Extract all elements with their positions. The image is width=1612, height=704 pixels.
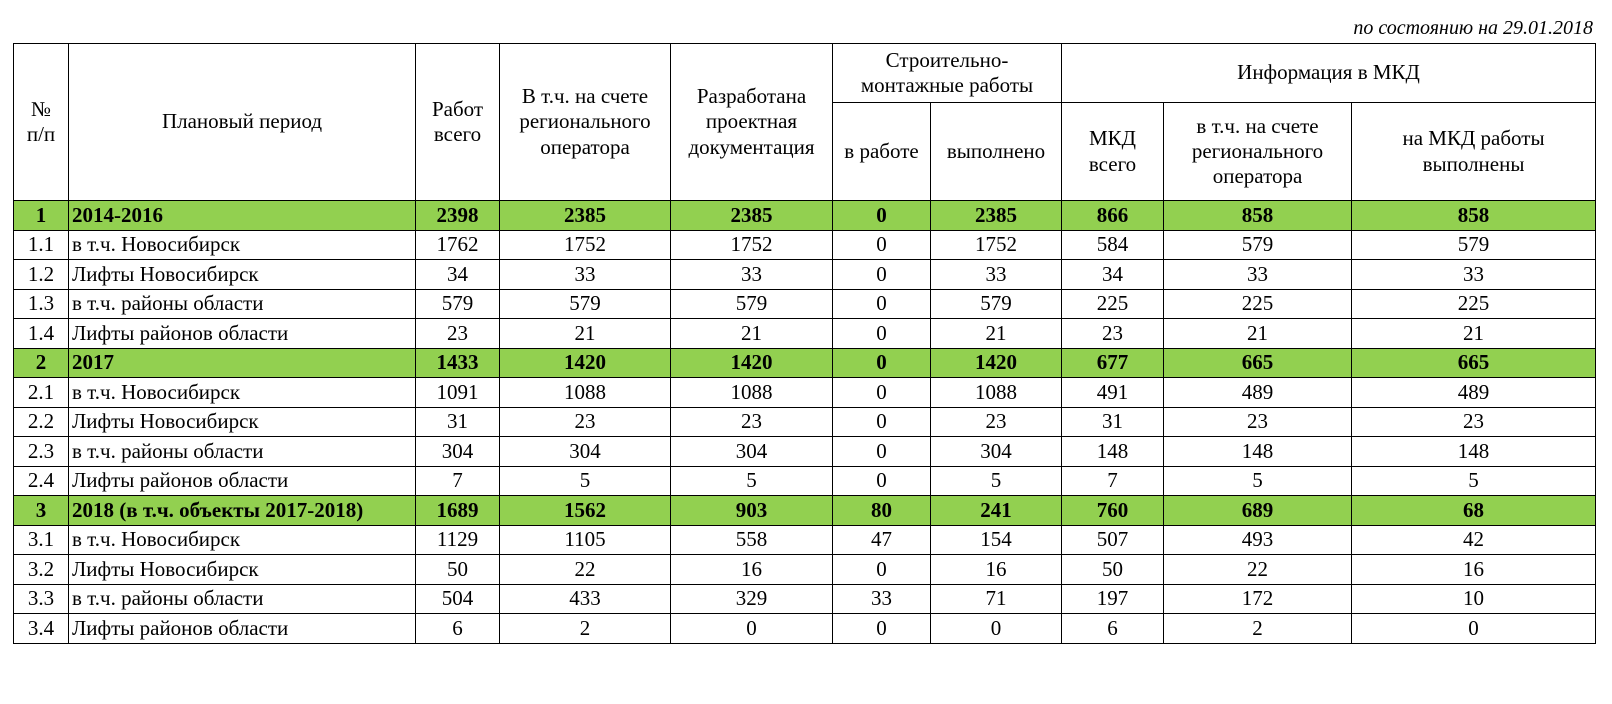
row-period-cell: Лифты Новосибирск [69,260,416,290]
row-period-cell: в т.ч. районы области [69,437,416,467]
row-done-cell: 579 [931,289,1062,319]
row-mkd-total-cell: 491 [1062,378,1164,408]
row-in-work-cell: 0 [833,407,931,437]
table-row [14,407,1596,437]
row-in-work-cell: 0 [833,319,931,349]
table-row [14,584,1596,614]
row-design-docs-cell: 1752 [671,230,833,260]
row-regional-operator-cell: 1752 [500,230,671,260]
row-done-cell: 0 [931,614,1062,644]
row-number-cell: 2.3 [14,437,69,467]
header-mkd-regional-operator: в т.ч. на счете регионального оператора [1164,103,1352,201]
row-number-cell: 3.4 [14,614,69,644]
row-period-cell: в т.ч. районы области [69,584,416,614]
row-design-docs-cell: 5 [671,466,833,496]
row-done-cell: 23 [931,407,1062,437]
row-done-cell: 2385 [931,201,1062,231]
row-mkd-regional-cell: 2 [1164,614,1352,644]
row-period-cell: в т.ч. Новосибирск [69,230,416,260]
row-period-cell: в т.ч. Новосибирск [69,378,416,408]
row-regional-operator-cell: 5 [500,466,671,496]
row-mkd-done-cell: 10 [1352,584,1596,614]
row-in-work-cell: 47 [833,525,931,555]
row-design-docs-cell: 2385 [671,201,833,231]
row-regional-operator-cell: 1562 [500,496,671,526]
row-number-cell: 3.1 [14,525,69,555]
row-in-work-cell: 0 [833,289,931,319]
row-regional-operator-cell: 304 [500,437,671,467]
row-design-docs-cell: 33 [671,260,833,290]
table-row [14,260,1596,290]
row-number-cell: 2.4 [14,466,69,496]
row-design-docs-cell: 1420 [671,348,833,378]
row-in-work-cell: 0 [833,555,931,585]
row-number-cell: 1.2 [14,260,69,290]
row-mkd-regional-cell: 21 [1164,319,1352,349]
row-works-total-cell: 34 [416,260,500,290]
table-body [14,201,1596,644]
row-mkd-total-cell: 31 [1062,407,1164,437]
row-works-total-cell: 1091 [416,378,500,408]
date-note: по состоянию на 29.01.2018 [1353,17,1593,39]
row-works-total-cell: 50 [416,555,500,585]
row-done-cell: 71 [931,584,1062,614]
row-regional-operator-cell: 1088 [500,378,671,408]
row-mkd-total-cell: 34 [1062,260,1164,290]
row-mkd-total-cell: 760 [1062,496,1164,526]
table-row [14,230,1596,260]
header-regional-operator: В т.ч. на счете регионального оператора [500,44,671,201]
row-mkd-regional-cell: 489 [1164,378,1352,408]
header-mkd-total: МКД всего [1062,103,1164,201]
row-number-cell: 1.3 [14,289,69,319]
header-construction-group: Строительно-монтажные работы [833,44,1062,103]
row-mkd-regional-cell: 665 [1164,348,1352,378]
row-works-total-cell: 1689 [416,496,500,526]
row-in-work-cell: 80 [833,496,931,526]
table-row [14,555,1596,585]
row-done-cell: 21 [931,319,1062,349]
row-works-total-cell: 579 [416,289,500,319]
row-design-docs-cell: 16 [671,555,833,585]
row-number-cell: 2.1 [14,378,69,408]
row-number-cell: 1 [14,201,69,231]
row-period-cell: Лифты Новосибирск [69,407,416,437]
row-in-work-cell: 0 [833,466,931,496]
row-regional-operator-cell: 2 [500,614,671,644]
row-period-cell: в т.ч. Новосибирск [69,525,416,555]
row-mkd-done-cell: 489 [1352,378,1596,408]
row-mkd-total-cell: 6 [1062,614,1164,644]
row-in-work-cell: 0 [833,437,931,467]
header-construction-in-work: в работе [833,103,931,201]
row-number-cell: 2 [14,348,69,378]
row-mkd-total-cell: 197 [1062,584,1164,614]
row-regional-operator-cell: 21 [500,319,671,349]
row-design-docs-cell: 23 [671,407,833,437]
row-period-cell: Лифты районов области [69,614,416,644]
header-number-line1: № [30,96,52,121]
header-construction-done: выполнено [931,103,1062,201]
row-works-total-cell: 1762 [416,230,500,260]
row-mkd-total-cell: 148 [1062,437,1164,467]
row-regional-operator-cell: 33 [500,260,671,290]
repair-progress-table [13,43,1596,644]
row-done-cell: 5 [931,466,1062,496]
row-design-docs-cell: 329 [671,584,833,614]
row-regional-operator-cell: 433 [500,584,671,614]
row-mkd-done-cell: 33 [1352,260,1596,290]
row-mkd-total-cell: 866 [1062,201,1164,231]
header-period: Плановый период [69,44,416,201]
row-regional-operator-cell: 23 [500,407,671,437]
row-mkd-regional-cell: 33 [1164,260,1352,290]
row-mkd-total-cell: 23 [1062,319,1164,349]
row-in-work-cell: 0 [833,614,931,644]
row-period-cell: 2014-2016 [69,201,416,231]
row-number-cell: 3.2 [14,555,69,585]
row-design-docs-cell: 579 [671,289,833,319]
row-regional-operator-cell: 2385 [500,201,671,231]
row-mkd-regional-cell: 148 [1164,437,1352,467]
row-mkd-done-cell: 148 [1352,437,1596,467]
row-mkd-regional-cell: 5 [1164,466,1352,496]
row-mkd-done-cell: 225 [1352,289,1596,319]
row-mkd-regional-cell: 689 [1164,496,1352,526]
row-regional-operator-cell: 1420 [500,348,671,378]
row-works-total-cell: 23 [416,319,500,349]
row-works-total-cell: 304 [416,437,500,467]
row-mkd-total-cell: 225 [1062,289,1164,319]
header-number-line2: п/п [26,122,56,146]
row-mkd-done-cell: 42 [1352,525,1596,555]
row-mkd-done-cell: 665 [1352,348,1596,378]
row-mkd-regional-cell: 858 [1164,201,1352,231]
header-number [14,44,69,201]
row-mkd-done-cell: 16 [1352,555,1596,585]
row-mkd-regional-cell: 579 [1164,230,1352,260]
row-done-cell: 1752 [931,230,1062,260]
row-done-cell: 154 [931,525,1062,555]
row-design-docs-cell: 304 [671,437,833,467]
row-mkd-regional-cell: 493 [1164,525,1352,555]
row-works-total-cell: 1433 [416,348,500,378]
row-done-cell: 16 [931,555,1062,585]
table-header [14,44,1596,201]
row-works-total-cell: 1129 [416,525,500,555]
table-row [14,614,1596,644]
row-in-work-cell: 0 [833,348,931,378]
table-row [14,525,1596,555]
table-group-row [14,496,1596,526]
header-design-docs: Разработана проектная документация [671,44,833,201]
header-mkd-group: Информация в МКД [1062,44,1596,103]
row-mkd-total-cell: 7 [1062,466,1164,496]
row-period-cell: 2018 (в т.ч. объекты 2017-2018) [69,496,416,526]
row-works-total-cell: 6 [416,614,500,644]
row-regional-operator-cell: 22 [500,555,671,585]
row-mkd-done-cell: 23 [1352,407,1596,437]
row-mkd-regional-cell: 225 [1164,289,1352,319]
row-mkd-regional-cell: 23 [1164,407,1352,437]
row-done-cell: 33 [931,260,1062,290]
row-regional-operator-cell: 579 [500,289,671,319]
row-regional-operator-cell: 1105 [500,525,671,555]
table-row [14,378,1596,408]
row-number-cell: 2.2 [14,407,69,437]
row-in-work-cell: 33 [833,584,931,614]
row-number-cell: 3 [14,496,69,526]
row-number-cell: 3.3 [14,584,69,614]
row-in-work-cell: 0 [833,201,931,231]
row-design-docs-cell: 0 [671,614,833,644]
table-group-row [14,201,1596,231]
header-works-total: Работ всего [416,44,500,201]
row-design-docs-cell: 903 [671,496,833,526]
row-in-work-cell: 0 [833,260,931,290]
row-mkd-done-cell: 579 [1352,230,1596,260]
row-done-cell: 1420 [931,348,1062,378]
header-mkd-done: на МКД работы выполнены [1352,103,1596,201]
row-mkd-total-cell: 584 [1062,230,1164,260]
table-row [14,466,1596,496]
row-works-total-cell: 504 [416,584,500,614]
row-mkd-done-cell: 858 [1352,201,1596,231]
row-design-docs-cell: 1088 [671,378,833,408]
row-works-total-cell: 31 [416,407,500,437]
row-mkd-total-cell: 507 [1062,525,1164,555]
row-design-docs-cell: 558 [671,525,833,555]
row-done-cell: 1088 [931,378,1062,408]
row-mkd-done-cell: 5 [1352,466,1596,496]
row-mkd-regional-cell: 172 [1164,584,1352,614]
row-mkd-done-cell: 0 [1352,614,1596,644]
row-mkd-regional-cell: 22 [1164,555,1352,585]
row-period-cell: Лифты районов области [69,319,416,349]
row-done-cell: 241 [931,496,1062,526]
row-works-total-cell: 2398 [416,201,500,231]
row-done-cell: 304 [931,437,1062,467]
row-works-total-cell: 7 [416,466,500,496]
table-row [14,437,1596,467]
table-row [14,289,1596,319]
row-mkd-total-cell: 50 [1062,555,1164,585]
row-number-cell: 1.4 [14,319,69,349]
table-row [14,319,1596,349]
row-period-cell: Лифты Новосибирск [69,555,416,585]
row-in-work-cell: 0 [833,378,931,408]
row-period-cell: 2017 [69,348,416,378]
row-period-cell: в т.ч. районы области [69,289,416,319]
row-mkd-done-cell: 21 [1352,319,1596,349]
row-period-cell: Лифты районов области [69,466,416,496]
row-number-cell: 1.1 [14,230,69,260]
row-in-work-cell: 0 [833,230,931,260]
row-design-docs-cell: 21 [671,319,833,349]
row-mkd-done-cell: 68 [1352,496,1596,526]
table-group-row [14,348,1596,378]
row-mkd-total-cell: 677 [1062,348,1164,378]
